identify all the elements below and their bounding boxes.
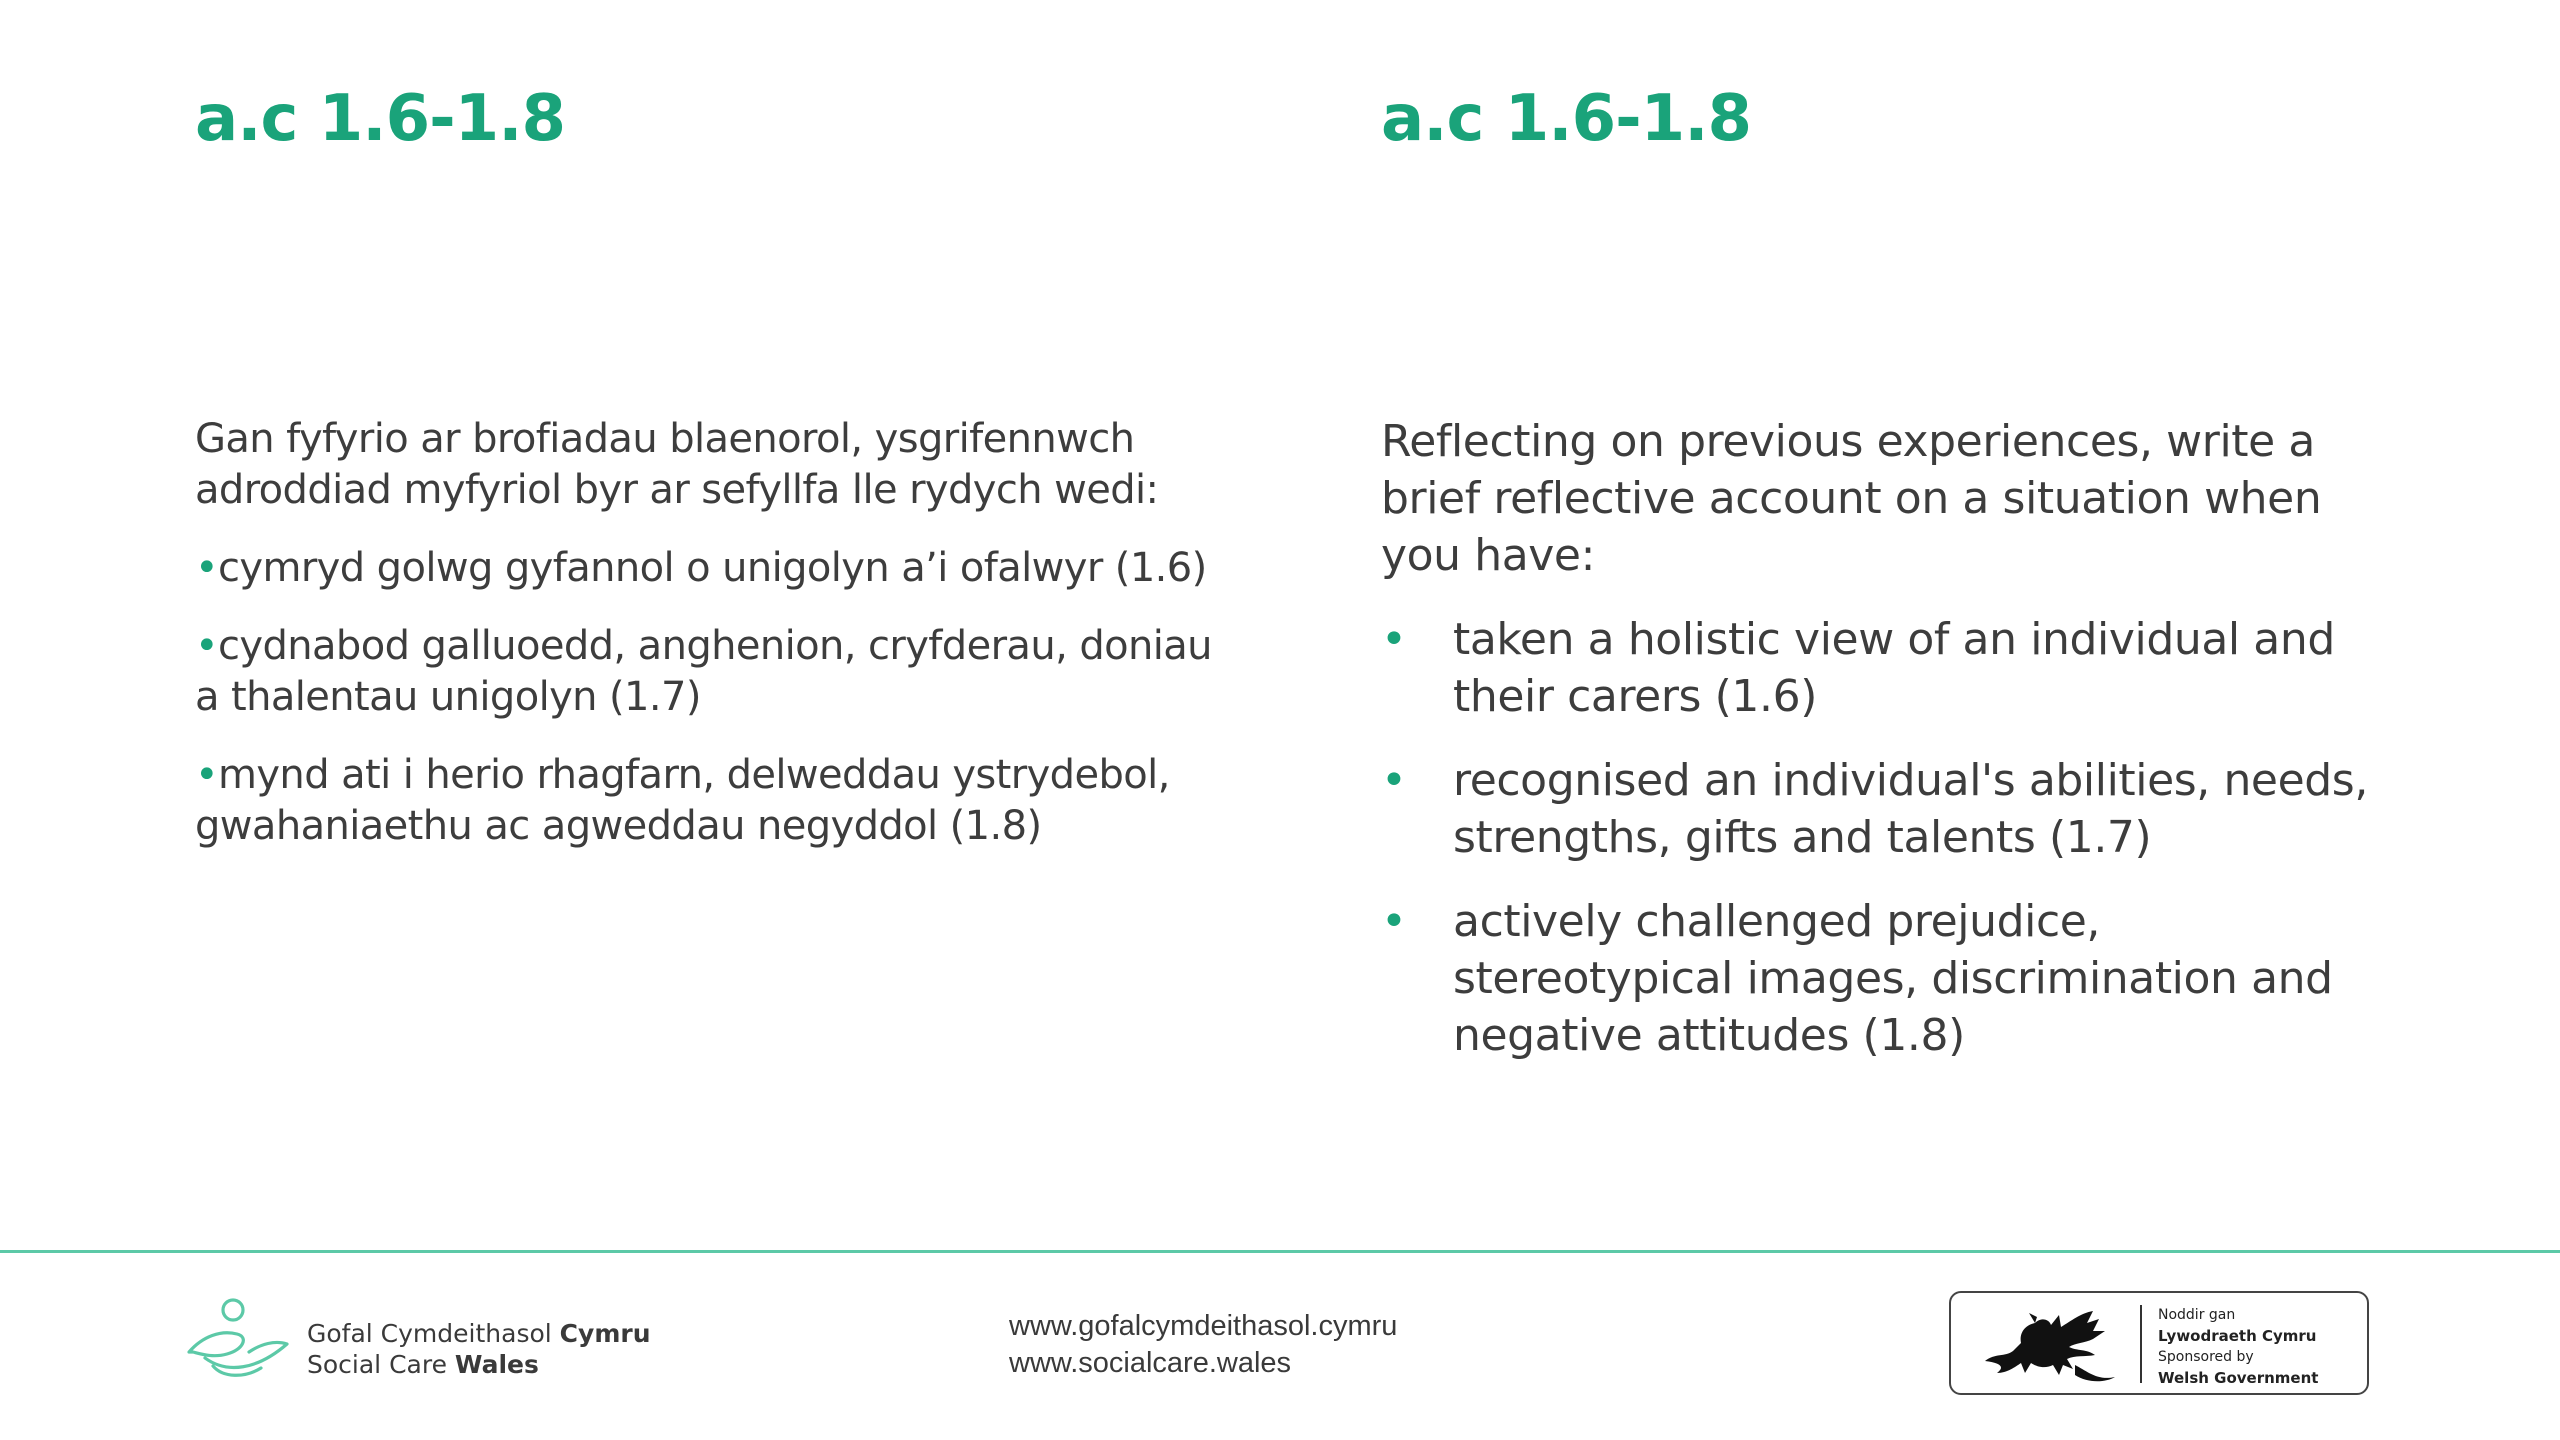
bullet-icon: • xyxy=(1381,755,1407,806)
page-title-english: a.c 1.6-1.8 xyxy=(1381,82,1752,156)
welsh-list-item-text: cymryd golwg gyfannol o unigolyn a’i ofalwyr (1.6) xyxy=(218,545,1207,591)
logo-divider xyxy=(2140,1305,2142,1383)
welsh-dragon-icon xyxy=(1975,1303,2125,1387)
welsh-list-item xyxy=(195,621,1215,723)
sponsor-welsh-name: Lywodraeth Cymru xyxy=(2158,1327,2317,1345)
url-welsh[interactable]: www.gofalcymdeithasol.cymru xyxy=(1009,1310,1398,1342)
social-care-wales-logo xyxy=(183,1296,703,1381)
welsh-list-item xyxy=(195,750,1215,852)
english-list-item xyxy=(1381,611,2391,725)
english-list xyxy=(1381,611,2391,1064)
bullet-icon: • xyxy=(1381,896,1407,947)
logo-welsh-bold: Cymru xyxy=(559,1319,651,1348)
page-title-welsh: a.c 1.6-1.8 xyxy=(195,82,566,156)
english-list-item xyxy=(1381,893,2391,1064)
sponsor-english-name: Welsh Government xyxy=(2158,1369,2319,1387)
logo-english-bold: Wales xyxy=(454,1350,539,1379)
welsh-column xyxy=(195,414,1215,879)
footer-divider xyxy=(0,1250,2560,1253)
english-list-item-text: taken a holistic view of an individual and their carers (1.6) xyxy=(1453,614,2335,722)
english-intro: Reflecting on previous experiences, write a brief reflective account on a situation when you have: xyxy=(1381,416,2322,581)
bullet-icon: • xyxy=(195,752,218,798)
bullet-icon: • xyxy=(195,623,218,669)
welsh-list-item-text: cydnabod galluoedd, anghenion, cryfderau, doniau a thalentau unigolyn (1.7) xyxy=(195,623,1212,720)
footer-urls xyxy=(1009,1308,1397,1382)
bullet-icon: • xyxy=(1381,614,1407,665)
social-care-wales-mark-icon xyxy=(183,1296,295,1381)
welsh-list-item-text: mynd ati i herio rhagfarn, delweddau ystrydebol, gwahaniaethu ac agweddau negyddol (1.8) xyxy=(195,752,1170,849)
bullet-icon: • xyxy=(195,545,218,591)
logo-welsh-regular: Gofal Cymdeithasol xyxy=(307,1319,552,1348)
url-english[interactable]: www.socialcare.wales xyxy=(1009,1347,1292,1379)
english-list-item-text: recognised an individual's abilities, needs, strengths, gifts and talents (1.7) xyxy=(1453,755,2368,863)
logo-english-regular: Social Care xyxy=(307,1350,447,1379)
sponsor-english-label: Sponsored by xyxy=(2158,1349,2254,1365)
sponsor-welsh-label: Noddir gan xyxy=(2158,1307,2236,1323)
english-list-item xyxy=(1381,752,2391,866)
welsh-government-logo xyxy=(1949,1291,2369,1395)
sponsor-text xyxy=(2158,1305,2318,1389)
welsh-list-item xyxy=(195,543,1215,594)
english-list-item-text: actively challenged prejudice, stereotypical images, discrimination and negative attitudes (1.8) xyxy=(1453,896,2333,1061)
logo-wordmark xyxy=(307,1318,651,1380)
welsh-intro: Gan fyfyrio ar brofiadau blaenorol, ysgrifennwch adroddiad myfyriol byr ar sefyllfa lle rydych wedi: xyxy=(195,416,1159,513)
english-column xyxy=(1381,413,2391,1091)
